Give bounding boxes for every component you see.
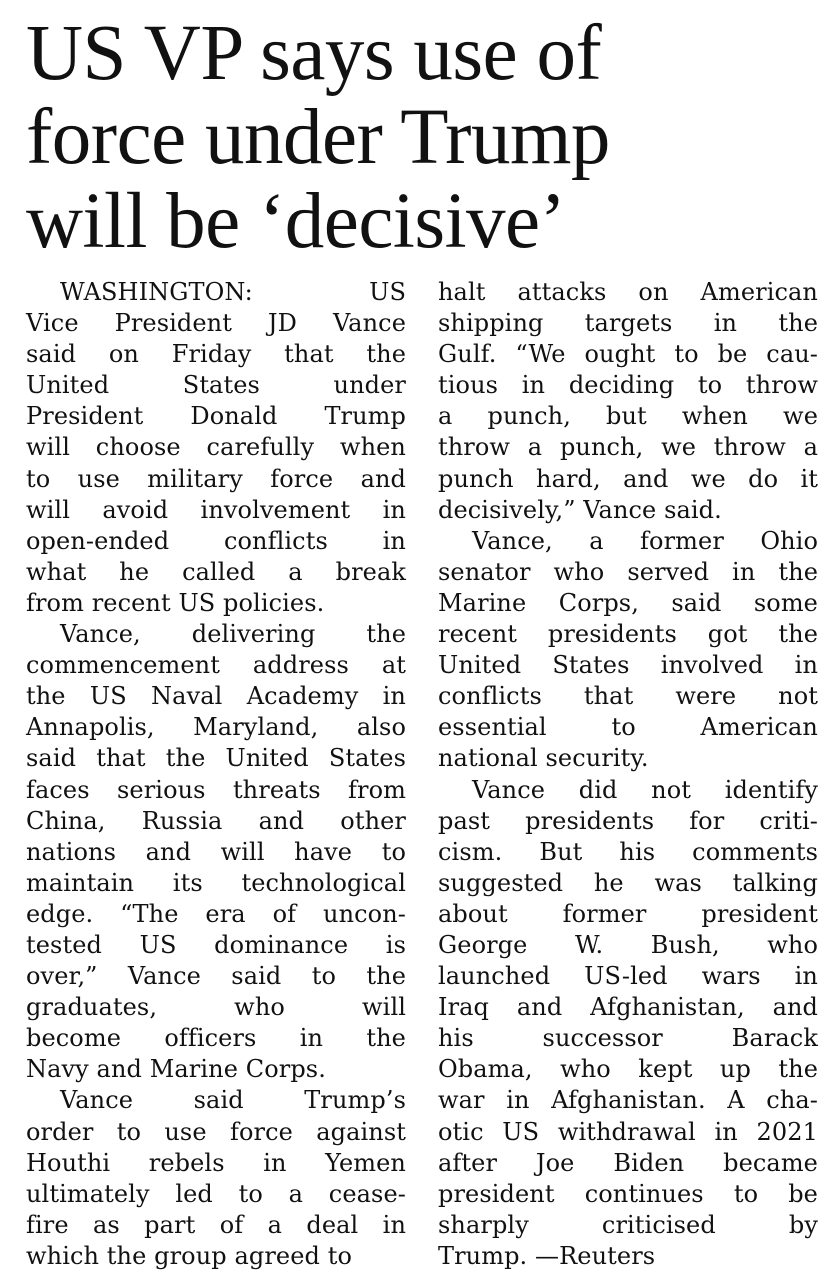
article-line: Houthi rebels in Yemen xyxy=(26,1148,406,1177)
article-line: Vance, delivering the xyxy=(60,620,406,649)
article-line: Vance, a former Ohio xyxy=(472,526,818,555)
article-line: recent presidents got the xyxy=(438,620,818,649)
article-line: the US Naval Academy in xyxy=(26,682,406,711)
article-line: will choose carefully when xyxy=(26,433,406,462)
article-line: open-ended conflicts in xyxy=(26,526,406,555)
article-line: Obama, who kept up the xyxy=(438,1055,818,1084)
article-line: which the group agreed to xyxy=(26,1241,353,1270)
article-line: Iraq and Afghanistan, and xyxy=(438,993,818,1022)
article-line: cism. But his comments xyxy=(438,837,818,866)
article-line: fire as part of a deal in xyxy=(26,1210,406,1239)
article-line: ultimately led to a cease- xyxy=(26,1179,406,1208)
headline-line: will be ‘decisive’ xyxy=(26,178,566,265)
article-line: essential to American xyxy=(438,713,818,742)
article-paragraph xyxy=(438,526,818,775)
article-line: Marine Corps, said some xyxy=(438,588,818,617)
article-line: China, Russia and other xyxy=(26,806,406,835)
article-paragraph xyxy=(26,619,406,1085)
article-line: Vance did not identify xyxy=(472,775,818,804)
article-line: faces serious threats from xyxy=(26,775,406,804)
article-line: to use military force and xyxy=(26,464,406,493)
article-line: a punch, but when we xyxy=(438,402,818,431)
article-line: punch hard, and we do it xyxy=(438,464,818,493)
article-line: conflicts that were not xyxy=(438,682,818,711)
article-line: President Donald Trump xyxy=(26,402,406,431)
article-line: Trump. —Reuters xyxy=(438,1241,656,1270)
article-line: Vice President JD Vance xyxy=(26,309,406,338)
article-line: tious in deciding to throw xyxy=(438,371,818,400)
article-line: Annapolis, Maryland, also xyxy=(26,713,406,742)
article-line: suggested he was talking xyxy=(438,868,818,897)
article-line: past presidents for criti- xyxy=(438,806,818,835)
article-line: said that the United States xyxy=(26,744,406,773)
article-column-left xyxy=(26,277,406,1272)
article-line: United States involved in xyxy=(438,651,818,680)
article-line: will avoid involvement in xyxy=(26,495,406,524)
article-line: launched US-led wars in xyxy=(438,962,818,991)
article-line: tested US dominance is xyxy=(26,930,406,959)
article-line: Gulf. “We ought to be cau- xyxy=(438,340,818,369)
article-line: throw a punch, we throw a xyxy=(438,433,818,462)
article-line: shipping targets in the xyxy=(438,309,818,338)
article-line: president continues to be xyxy=(438,1179,818,1208)
article-line: after Joe Biden became xyxy=(438,1148,818,1177)
headline-line: force under Trump xyxy=(26,94,610,181)
article-line: George W. Bush, who xyxy=(438,930,818,959)
article-line: sharply criticised by xyxy=(438,1210,818,1239)
article-paragraph xyxy=(26,277,406,619)
article-line: WASHINGTON: US xyxy=(60,278,406,306)
article-line: what he called a break xyxy=(26,557,406,586)
article-line: order to use force against xyxy=(26,1117,406,1146)
article-line: graduates, who will xyxy=(26,993,406,1022)
article-line: said on Friday that the xyxy=(26,340,406,369)
article-line: commencement address at xyxy=(26,651,406,680)
article-column-right xyxy=(438,277,818,1272)
article-paragraph xyxy=(438,277,818,526)
article-line: United States under xyxy=(26,371,406,400)
headline xyxy=(26,12,816,264)
article-line: decisively,” Vance said. xyxy=(438,495,722,524)
article-line: halt attacks on American xyxy=(438,278,818,306)
article-line: nations and will have to xyxy=(26,837,406,866)
article-line: war in Afghanistan. A cha- xyxy=(438,1086,818,1115)
article-line: his successor Barack xyxy=(438,1024,818,1053)
article-line: from recent US policies. xyxy=(26,588,325,617)
article-line: edge. “The era of uncon- xyxy=(26,899,406,928)
article-line: senator who served in the xyxy=(438,557,818,586)
article-line: Navy and Marine Corps. xyxy=(26,1055,326,1084)
article-line: national security. xyxy=(438,744,649,773)
article-line: over,” Vance said to the xyxy=(26,962,406,991)
article-line: otic US withdrawal in 2021 xyxy=(438,1117,818,1146)
article-line: become officers in the xyxy=(26,1024,406,1053)
headline-line: US VP says use of xyxy=(26,10,602,97)
article-line: about former president xyxy=(438,899,818,928)
article-paragraph xyxy=(438,775,818,1273)
article-line: Vance said Trump’s xyxy=(60,1086,406,1115)
article-paragraph xyxy=(26,1085,406,1272)
article-line: maintain its technological xyxy=(26,868,406,897)
